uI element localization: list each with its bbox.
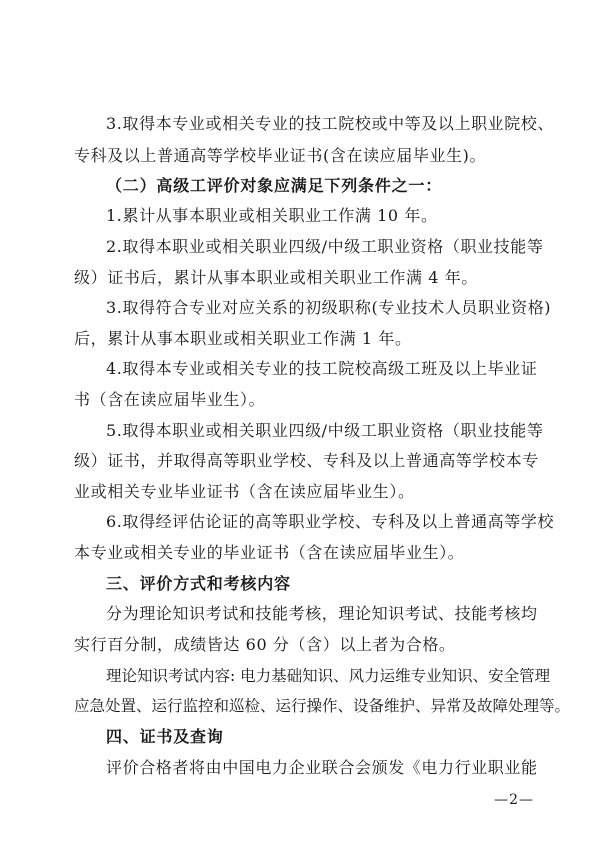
paragraph-line: 5.取得本职业或相关职业四级/中级工职业资格（职业技能等 bbox=[106, 421, 544, 440]
paragraph-line: 1.累计从事本职业或相关职业工作满 10 年。 bbox=[106, 206, 438, 225]
section-heading: （二）高级工评价对象应满足下列条件之一： bbox=[106, 176, 443, 195]
paragraph-line: 专科及以上普通高等学校毕业证书(含在读应届毕业生)。 bbox=[74, 146, 487, 165]
paragraph-line: 后，累计从事本职业或相关职业工作满 1 年。 bbox=[74, 329, 412, 348]
section-heading: 三、评价方式和考核内容 bbox=[106, 574, 291, 593]
paragraph-line: 本专业或相关专业的毕业证书（含在读应届毕业生）。 bbox=[74, 543, 465, 562]
paragraph-line: 2.取得本职业或相关职业四级/中级工职业资格（职业技能等 bbox=[106, 237, 544, 256]
paragraph-line: 评价合格者将由中国电力企业联合会颁发《电力行业职业能 bbox=[106, 758, 538, 777]
paragraph-line: 书（含在读应届毕业生）。 bbox=[74, 390, 266, 409]
paragraph-line: 3.取得符合专业对应关系的初级职称(专业技术人员职业资格) bbox=[106, 298, 552, 317]
section-heading: 四、证书及查询 bbox=[106, 727, 224, 746]
paragraph-line: 6.取得经评估论证的高等职业学校、专科及以上普通高等学校 bbox=[106, 512, 555, 531]
paragraph-line: 业或相关专业毕业证书（含在读应届毕业生）。 bbox=[74, 482, 415, 501]
paragraph-line: 应急处置、运行监控和巡检、运行操作、设备维护、异常及故障处理等。 bbox=[74, 697, 571, 715]
paragraph-line: 实行百分制，成绩皆达 60 分（含）以上者为合格。 bbox=[74, 635, 456, 654]
page-number: —2— bbox=[494, 792, 534, 808]
paragraph-line: 理论知识考试内容: 电力基础知识、风力运维专业知识、安全管理 bbox=[106, 667, 551, 685]
paragraph-line: 级）证书后，累计从事本职业或相关职业工作满 4 年。 bbox=[74, 268, 478, 287]
paragraph-line: 级）证书，并取得高等职业学校、专科及以上普通高等学校本专 bbox=[74, 451, 539, 470]
paragraph-line: 4.取得本专业或相关专业的技工院校高级工班及以上毕业证 bbox=[106, 359, 538, 378]
paragraph-line: 分为理论知识考试和技能考核，理论知识考试、技能考核均 bbox=[106, 604, 538, 623]
paragraph-line: 3.取得本专业或相关专业的技工院校或中等及以上职业院校、 bbox=[106, 114, 555, 133]
